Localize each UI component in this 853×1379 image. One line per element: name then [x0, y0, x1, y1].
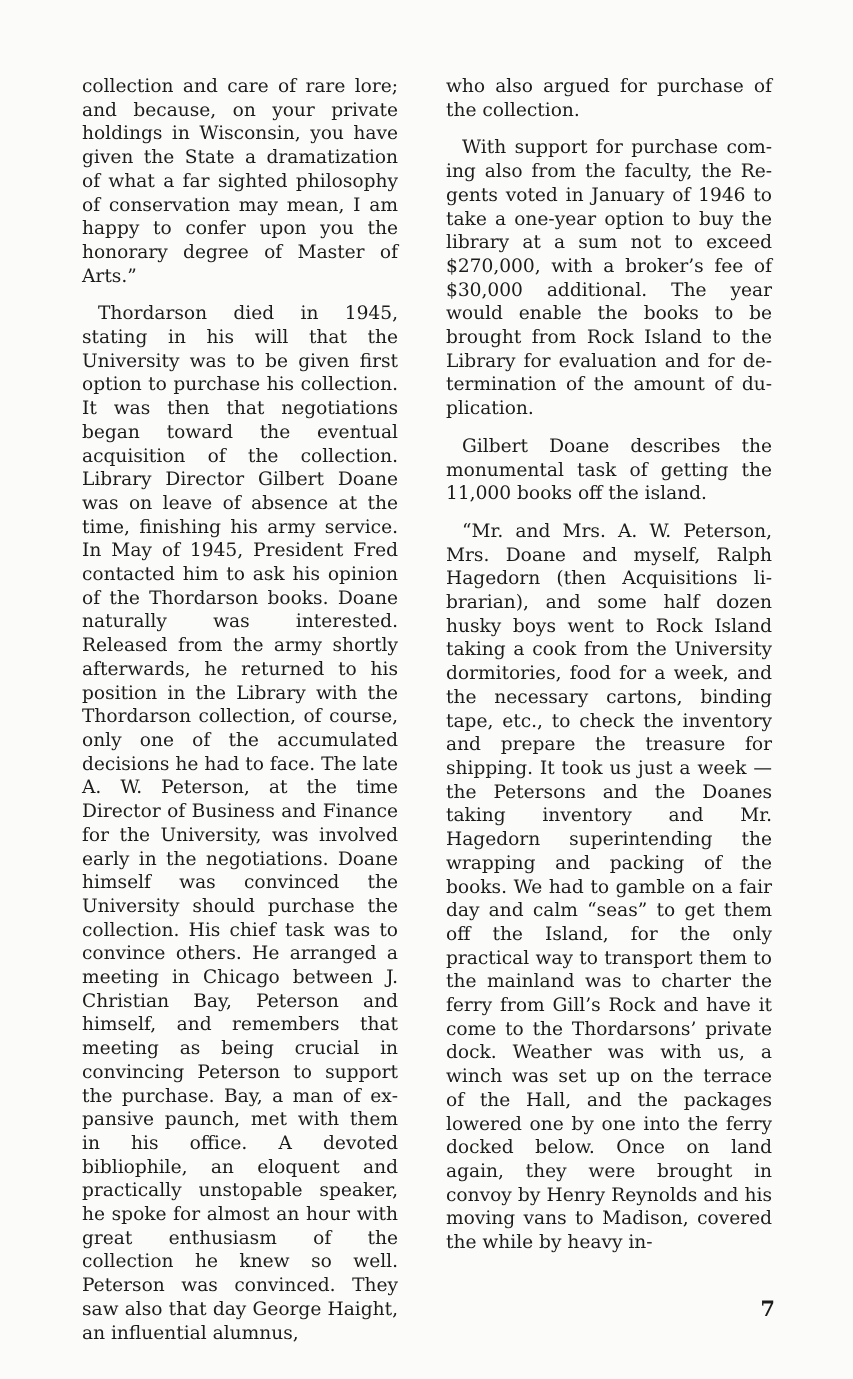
right-column: [446, 75, 772, 1255]
paragraph-doane-quote: “Mr. and Mrs. A. W. Peterson, Mrs. Doane and myself, Ralph Hagedorn (then Acquisitions librarian), and some half dozen husky boys went to Rock Island taking a cook from the University dormitories, food for a week, and the necessary cartons, binding tape, etc., to check the inventory and prepare the treasure for shipping. It took us just a week — the Petersons and the Doanes taking inventory and Mr. Hagedorn superintending the wrapping and packing of the books. We had to gamble on a fair day and calm “seas” to get them off the Island, for the only practical way to transport them to the mainland was to charter the ferry from Gill’s Rock and have it come to the Thordarsons’ private dock. Weather was with us, a winch was set up on the terrace of the Hall, and the packages lowered one by one into the ferry docked below. Once on land again, they were brought in convoy by Henry Reynolds and his moving vans to Madison, covered the while by heavy in-: [446, 520, 772, 1254]
paragraph-honorary-degree-quote: collection and care of rare lore; and because, on your private holdings in Wisconsin, you have given the State a dramatization of what a far sighted philosophy of conservation may mean, I am happy to confer upon you the honorary degree of Master of Arts.”: [82, 76, 398, 287]
paragraph-doane-describes: Gilbert Doane describes the monumental task of getting the 11,000 books off the island.: [446, 435, 772, 505]
paragraph-thordarson-negotiations: Thordarson died in 1945, stating in his will that the University was to be given first option to purchase his collection. It was then that negotiations began toward the eventual acquisition of the collection. Library Director Gilbert Doane was on leave of absence at the time, finishing his army service. In May of 1945, President Fred contacted him to ask his opinion of the Thordarson books. Doane naturally was interested. Released from the army shortly afterwards, he returned to his position in the Library with the Thordarson collection, of course, only one of the accumulated decisions he had to face. The late A. W. Peterson, at the time Director of Business and Finance for the University, was involved early in the negotiations. Doane himself was convinced the University should purchase the collection. His chief task was to convince others. He arranged a meeting in Chicago between J. Christian Bay, Peterson and himself, and remembers that meeting as being crucial in convincing Peterson to support the purchase. Bay, a man of expansive paunch, met with them in his office. A devoted bibliophile, an eloquent and practically unstopable speaker, he spoke for almost an hour with great enthusiasm of the collection he knew so well. Peterson was convinced. They saw also that day George Haight, an influential alumnus,: [82, 303, 398, 1344]
paragraph-regents-option: With support for purchase coming also from the faculty, the Regents voted in January of 1946 to take a one-year option to buy the library at a sum not to exceed $270,000, with a broker’s fee of $30,000 additional. The year would enable the books to be brought from Rock Island to the Library for evaluation and for determination of the amount of duplication.: [446, 137, 772, 420]
left-column: [82, 75, 398, 1345]
paragraph-continuation: who also argued for purchase of the collection.: [446, 76, 772, 121]
page-number: 7: [760, 1296, 775, 1321]
